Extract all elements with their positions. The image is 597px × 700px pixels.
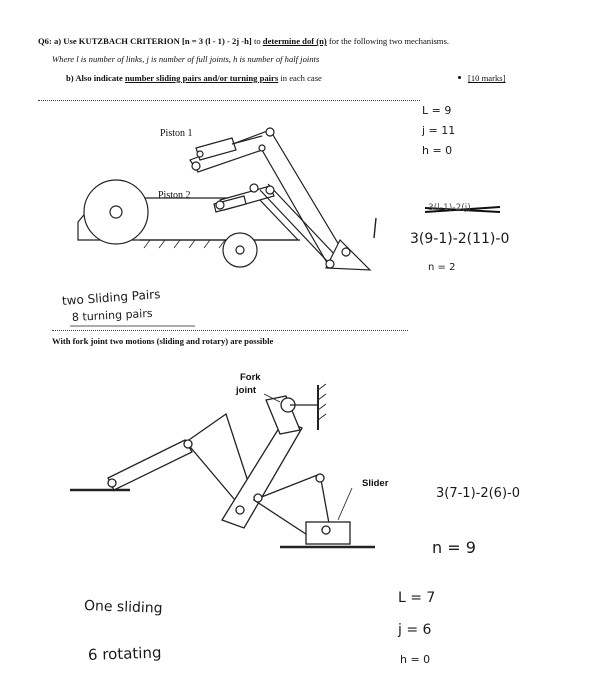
fork-mechanism — [70, 384, 375, 547]
piston-2-label: Piston 2 — [158, 190, 191, 201]
hw-result-1: n = 2 — [428, 262, 456, 273]
hw-j-count-2: j = 6 — [398, 622, 432, 638]
hw-pairs-1: two Sliding Pairs — [61, 287, 161, 308]
marks-label: [10 marks] — [468, 73, 506, 83]
determine-dof: determine dof (n) — [262, 36, 327, 46]
joint-label: joint — [236, 385, 257, 396]
hw-struck-text: 3(l-1)-2(j) — [428, 203, 471, 213]
hw-calc-1: 3(9-1)-2(11)-0 — [410, 231, 510, 247]
b-underlined: number sliding pairs and/or turning pairs — [124, 73, 279, 83]
hw-six-rotating: 6 rotating — [87, 643, 162, 664]
fork-label: Fork — [240, 372, 261, 383]
for-text: for the following two mechanisms. — [328, 36, 449, 46]
loader-mechanism — [78, 128, 376, 270]
divider-middle — [52, 330, 408, 331]
hw-calc-2: 3(7-1)-2(6)-0 — [436, 486, 520, 501]
to-text: to — [253, 36, 261, 46]
kutzbach-formula: [n = 3 (l - 1) - 2j -h] — [181, 36, 252, 46]
hw-h-count: h = 0 — [422, 144, 453, 157]
hw-one-sliding: One sliding — [83, 598, 163, 617]
hw-l-count: L = 9 — [422, 104, 452, 117]
hw-pairs-2: 8 turning pairs — [71, 306, 153, 324]
slider-label: Slider — [362, 478, 389, 489]
b-suffix: in each case — [280, 73, 322, 83]
fork-note: With fork joint two motions (sliding and rotary) are possible — [52, 336, 274, 346]
q6-prefix: Q6: a) Use KUTZBACH CRITERION — [38, 36, 180, 46]
hw-j-count: j = 11 — [422, 124, 456, 137]
piston-1-label: Piston 1 — [160, 128, 193, 139]
b-prefix: b) Also indicate — [66, 73, 123, 83]
where-line: Where l is number of links, j is number of full joints, h is number of half joints — [52, 54, 320, 64]
hw-l-count-2: L = 7 — [398, 590, 436, 606]
hw-result-2: n = 9 — [432, 538, 476, 557]
hw-h-count-2: h = 0 — [400, 653, 431, 666]
